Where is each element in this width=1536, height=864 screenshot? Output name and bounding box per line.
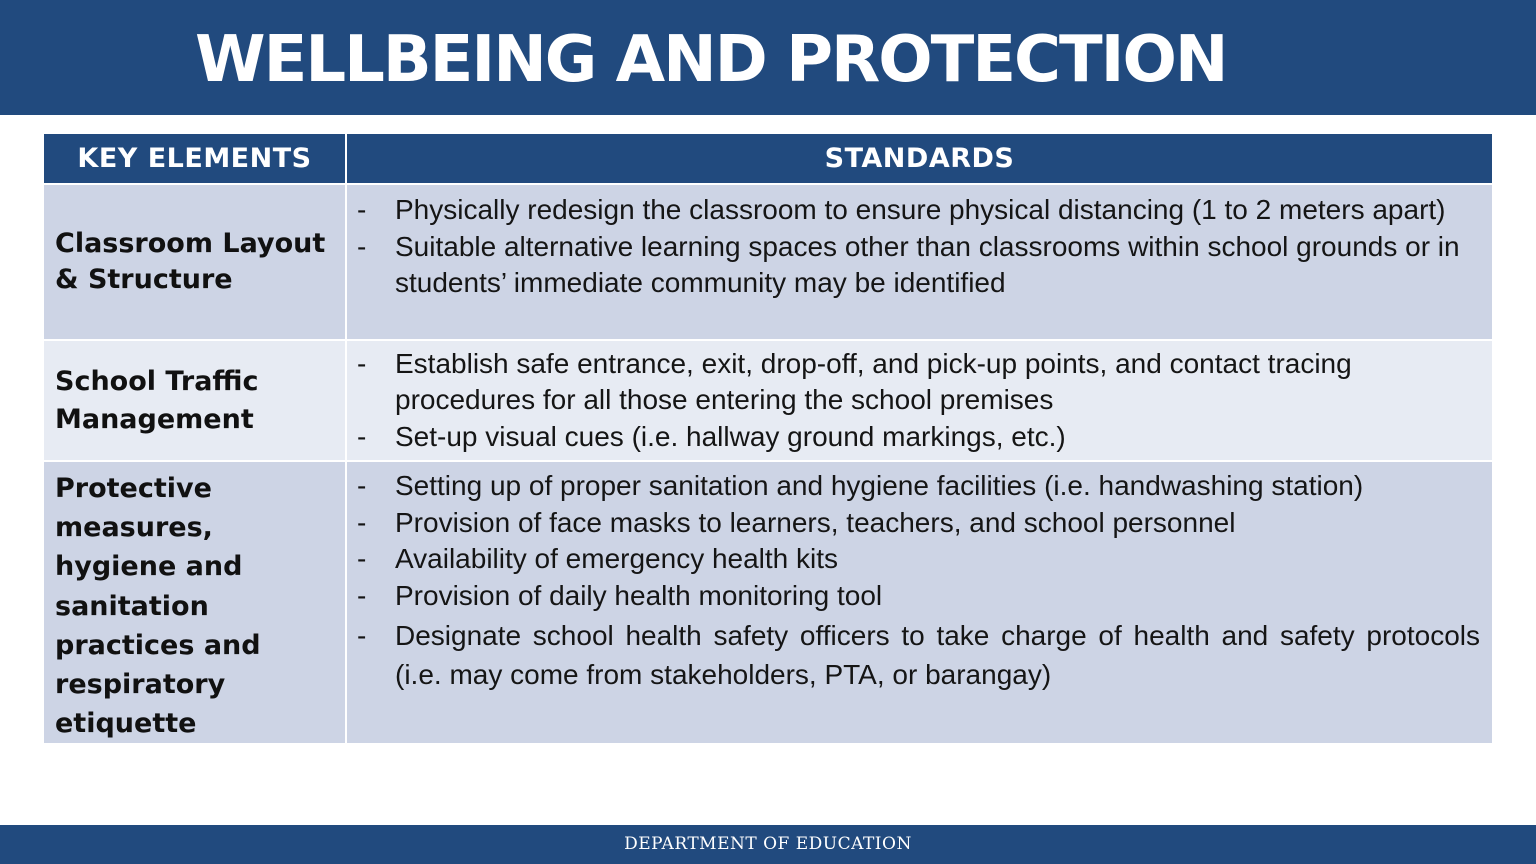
bullet-dash: - [357, 194, 367, 225]
slide-title: WELLBEING AND PROTECTION [195, 23, 1227, 97]
standard-item [347, 419, 1480, 456]
standard-text: Provision of face masks to learners, teachers, and school personnel [395, 506, 1236, 538]
bullet-dash: - [357, 543, 367, 574]
table-row [43, 340, 1493, 461]
standard-text: Availability of emergency health kits [395, 543, 839, 574]
standard-text: Provision of daily health monitoring tool [395, 579, 883, 611]
standards-cell [346, 184, 1493, 340]
standard-item [347, 346, 1480, 419]
standards-list [347, 192, 1480, 302]
key-element-cell: School Traffic Management [43, 340, 346, 461]
standards-list [347, 468, 1480, 694]
standard-item [347, 468, 1480, 505]
standard-text: Designate school health safety officers to take charge of health and safety protocols (i.e. may come from stakeholders, PTA, or barangay) [395, 620, 1480, 690]
bullet-dash: - [357, 230, 367, 262]
standards-cell [346, 461, 1493, 744]
table-row [43, 461, 1493, 744]
standard-text: Setting up of proper sanitation and hygiene facilities (i.e. handwashing station) [395, 470, 1364, 501]
standard-text: Set-up visual cues (i.e. hallway ground markings, etc.) [395, 420, 1066, 452]
standard-item [347, 505, 1480, 542]
standard-item [347, 578, 1480, 615]
header-band [0, 0, 1536, 115]
bullet-dash: - [357, 420, 367, 452]
bullet-dash: - [357, 620, 367, 651]
standards-header: STANDARDS [346, 133, 1493, 184]
standards-cell [346, 340, 1493, 461]
bullet-dash: - [357, 347, 367, 379]
bullet-dash: - [357, 579, 367, 611]
footer-text: DEPARTMENT OF EDUCATION [624, 834, 912, 854]
standards-table [42, 132, 1494, 745]
footer-band [0, 825, 1536, 864]
key-elements-header: KEY ELEMENTS [43, 133, 346, 184]
standard-item [347, 541, 1480, 578]
standard-text: Physically redesign the classroom to ensure physical distancing (1 to 2 meters apart) [395, 194, 1446, 225]
bullet-dash: - [357, 506, 367, 538]
bullet-dash: - [357, 470, 367, 501]
key-element-cell: Protective measures, hygiene and sanitation practices and respiratory etiquette [43, 461, 346, 744]
key-element-cell: Classroom Layout & Structure [43, 184, 346, 340]
standard-item [347, 616, 1480, 694]
standard-item [347, 229, 1480, 302]
table-row [43, 184, 1493, 340]
table-header-row [43, 133, 1493, 184]
standard-text: Establish safe entrance, exit, drop-off, and pick-up points, and contact tracing procedures for all those entering the school premises [395, 347, 1352, 416]
standard-item [347, 192, 1480, 229]
standards-list [347, 346, 1480, 456]
standard-text: Suitable alternative learning spaces other than classrooms within school grounds or in students’ immediate community may be identified [395, 230, 1460, 298]
